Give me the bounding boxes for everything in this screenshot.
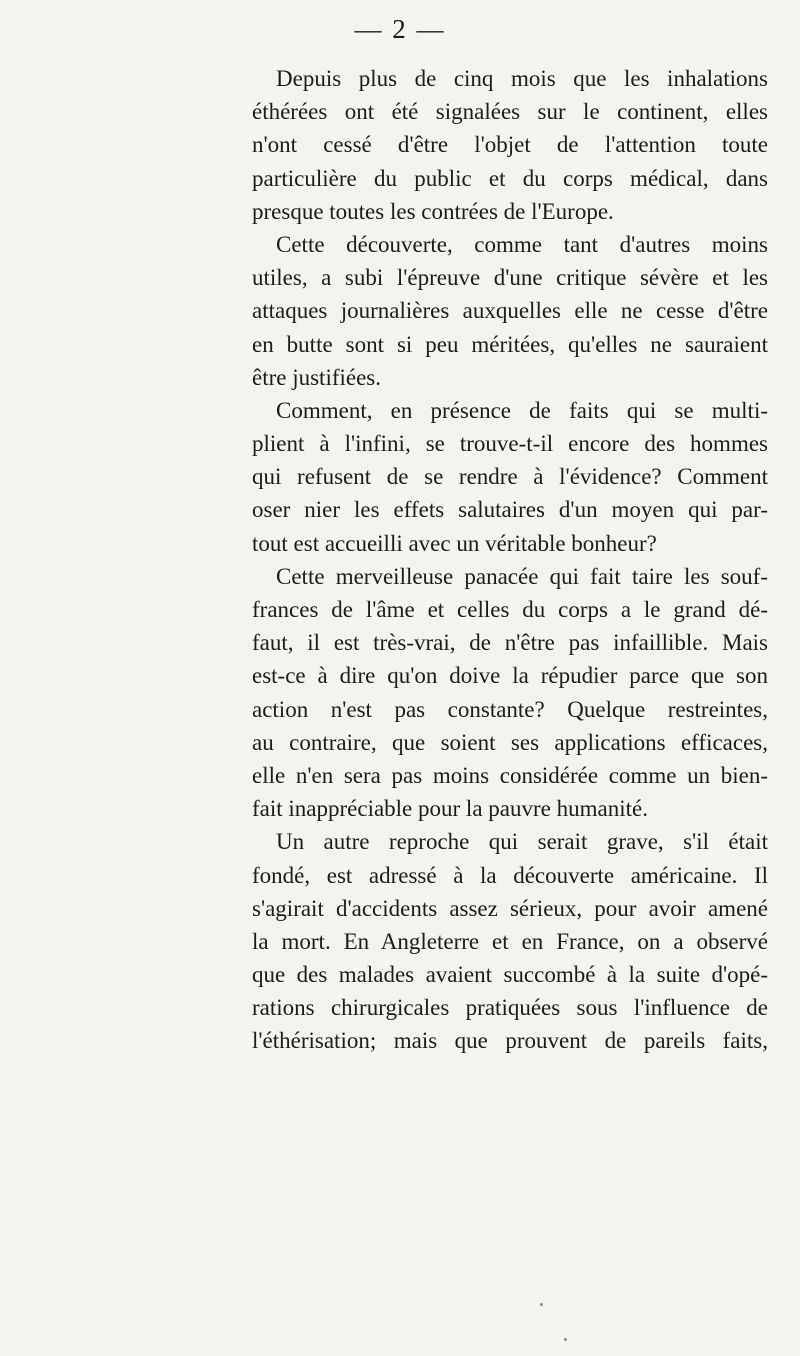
text-line: au contraire, que soient ses applications efficaces, [252, 729, 768, 755]
text-line: action n'est pas constante? Quelque restreintes, [252, 696, 768, 722]
text-line: particulière du public et du corps médical, dans [252, 165, 768, 191]
body-text [252, 62, 768, 1058]
text-line: attaques journalières auxquelles elle ne cesse d'être [252, 298, 768, 324]
text-line: rations chirurgicales pratiquées sous l'influence de [252, 995, 768, 1021]
text-line: plient à l'infini, se trouve-t-il encore des hommes [252, 431, 768, 457]
text-line: faut, il est très-vrai, de n'être pas infaillible. Mais [252, 630, 768, 656]
text-line: que des malades avaient succombé à la suite d'opé- [252, 962, 768, 988]
text-line: qui refusent de se rendre à l'évidence? Comment [252, 464, 768, 490]
text-line: Cette merveilleuse panacée qui fait taire les souf- [276, 563, 768, 589]
paper-speck [540, 1303, 543, 1306]
text-line: est-ce à dire qu'on doive la répudier parce que son [252, 663, 768, 689]
text-line: frances de l'âme et celles du corps a le grand dé- [252, 597, 768, 622]
text-line: tout est accueilli avec un véritable bonheur? [252, 530, 657, 556]
text-line: Comment, en présence de faits qui se multi- [276, 397, 768, 423]
text-line: fait inappréciable pour la pauvre humanité. [252, 796, 648, 822]
paper-speck [564, 1338, 567, 1341]
text-line: en butte sont si peu méritées, qu'elles ne sauraient [252, 331, 768, 357]
text-line: être justifiées. [252, 364, 382, 390]
text-line: s'agirait d'accidents assez sérieux, pour avoir amené [252, 895, 768, 921]
page-number: — 2 — [354, 14, 446, 44]
text-line: Un autre reproche qui serait grave, s'il était [276, 829, 768, 855]
text-line: presque toutes les contrées de l'Europe. [252, 198, 614, 224]
text-line: éthérées ont été signalées sur le continent, elles [252, 99, 768, 125]
text-line: Depuis plus de cinq mois que les inhalations [276, 66, 768, 91]
text-line: Cette découverte, comme tant d'autres moins [276, 231, 768, 257]
text-line: oser nier les effets salutaires d'un moyen qui par- [252, 497, 768, 523]
text-line: n'ont cessé d'être l'objet de l'attention toute [252, 132, 768, 158]
text-line: l'éthérisation; mais que prouvent de pareils faits, [252, 1028, 768, 1054]
text-line: la mort. En Angleterre et en France, on a observé [252, 928, 768, 954]
text-line: fondé, est adressé à la découverte américaine. Il [252, 862, 768, 888]
text-line: elle n'en sera pas moins considérée comme un bien- [252, 762, 768, 788]
text-line: utiles, a subi l'épreuve d'une critique sévère et les [252, 265, 768, 291]
